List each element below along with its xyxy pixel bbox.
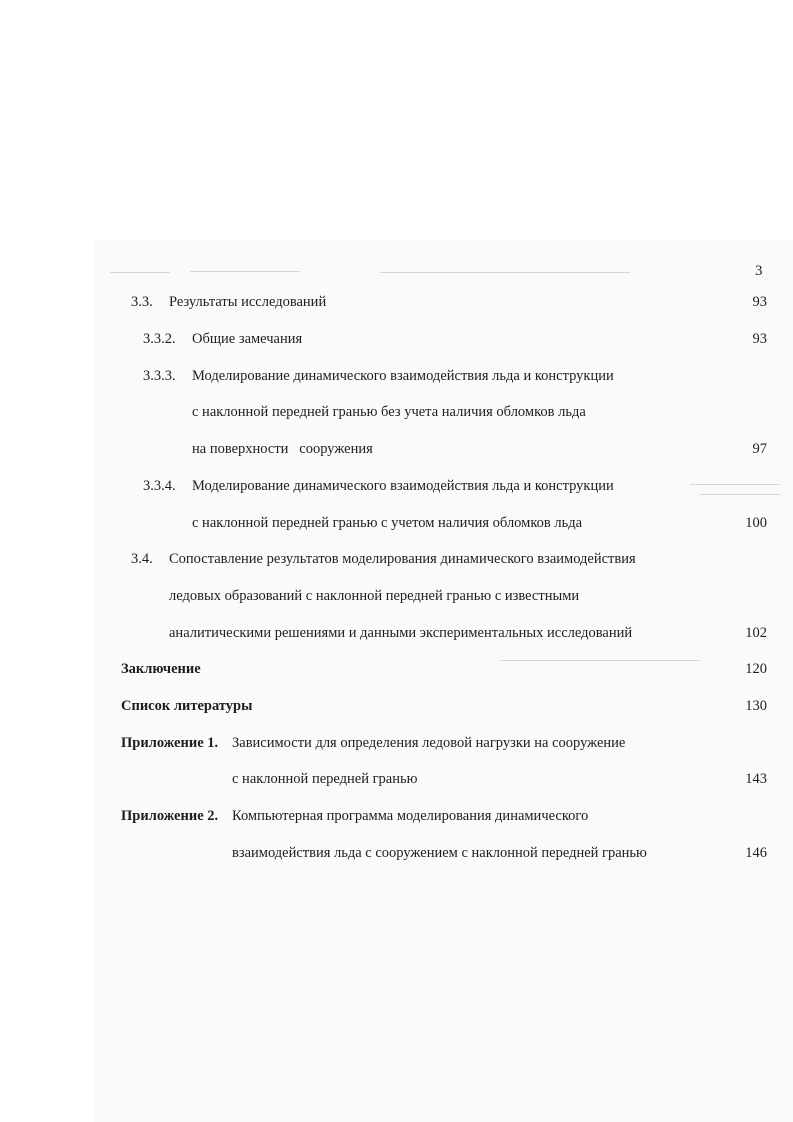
toc-entry-appendix-1-page: 143 bbox=[745, 771, 767, 787]
toc-entry-3-3-3-number: 3.3.3. bbox=[143, 368, 176, 384]
toc-entry-3-3-2-page: 93 bbox=[752, 331, 767, 347]
toc-entry-3-3-title: Результаты исследований bbox=[169, 294, 327, 310]
toc-entry-3-4-title-line2: ледовых образований с наклонной передней гранью с известными bbox=[169, 588, 580, 604]
toc-entry-3-3-4-number: 3.3.4. bbox=[143, 478, 176, 494]
toc-entry-3-3-3-title-line2: с наклонной передней гранью без учета наличия обломков льда bbox=[192, 404, 586, 420]
scan-noise bbox=[700, 494, 780, 495]
toc-entry-appendix-1-label: Приложение 1. bbox=[121, 735, 219, 751]
toc-entry-references-title: Список литературы bbox=[121, 698, 253, 714]
toc-entry-3-3-3-page: 97 bbox=[752, 441, 767, 457]
toc-entry-3-3-3-title-line1: Моделирование динамического взаимодействия льда и конструкции bbox=[192, 368, 614, 384]
toc-entry-appendix-2-title-line2: взаимодействия льда с сооружением с наклонной передней гранью bbox=[232, 845, 647, 861]
toc-entry-3-4-title-line3: аналитическими решениями и данными экспериментальных исследований bbox=[169, 625, 633, 641]
toc-entry-3-4-page: 102 bbox=[745, 625, 767, 641]
toc-entry-3-3-4-page: 100 bbox=[745, 515, 767, 531]
toc-entry-conclusion-page: 120 bbox=[745, 661, 767, 677]
toc-entry-appendix-1-title-line1: Зависимости для определения ледовой нагрузки на сооружение bbox=[232, 735, 626, 751]
scan-noise bbox=[380, 272, 630, 273]
toc-entry-3-3-4-title-line1: Моделирование динамического взаимодействия льда и конструкции bbox=[192, 478, 614, 494]
toc-entry-appendix-2-page: 146 bbox=[745, 845, 767, 861]
scan-noise bbox=[690, 484, 780, 485]
scan-noise bbox=[110, 272, 170, 273]
toc-entry-3-3-2-title: Общие замечания bbox=[192, 331, 303, 347]
toc-entry-3-3-page: 93 bbox=[752, 294, 767, 310]
toc-entry-appendix-2-title-line1: Компьютерная программа моделирования динамического bbox=[232, 808, 589, 824]
toc-entry-references-page: 130 bbox=[745, 698, 767, 714]
page-number: 3 bbox=[755, 263, 763, 279]
scan-noise bbox=[500, 660, 700, 661]
toc-entry-3-3-2-number: 3.3.2. bbox=[143, 331, 176, 347]
toc-entry-3-4-title-line1: Сопоставление результатов моделирования динамического взаимодействия bbox=[169, 551, 636, 567]
scan-noise bbox=[190, 271, 300, 272]
toc-entry-conclusion-title: Заключение bbox=[121, 661, 201, 677]
toc-entry-appendix-2-label: Приложение 2. bbox=[121, 808, 219, 824]
toc-entry-3-3-3-title-line3: на поверхности сооружения bbox=[192, 441, 373, 457]
toc-entry-3-3-4-title-line2: с наклонной передней гранью с учетом наличия обломков льда bbox=[192, 515, 583, 531]
toc-entry-3-4-number: 3.4. bbox=[131, 551, 153, 567]
toc-entry-appendix-1-title-line2: с наклонной передней гранью bbox=[232, 771, 418, 787]
toc-entry-3-3-number: 3.3. bbox=[131, 294, 153, 310]
